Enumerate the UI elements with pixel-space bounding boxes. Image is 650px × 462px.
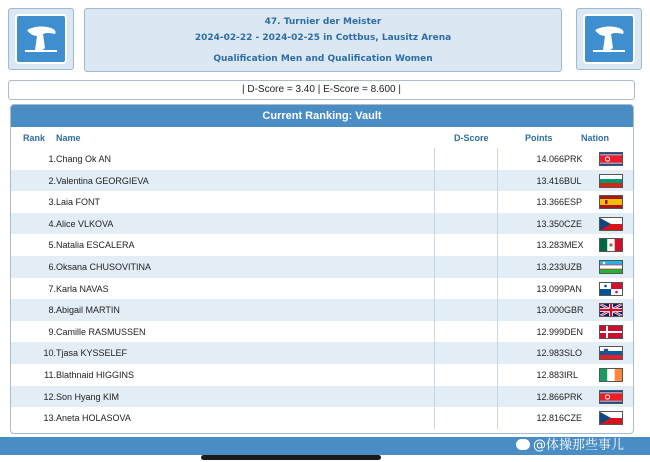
table-row xyxy=(11,148,633,170)
flag-gbr-icon xyxy=(599,303,623,317)
flag-den-icon xyxy=(599,325,623,339)
nation-cell: PRK xyxy=(564,154,583,164)
name-cell: Laia FONT xyxy=(56,197,101,208)
table-header xyxy=(11,127,633,148)
flag-prk-icon xyxy=(599,152,623,166)
flag-cze-icon xyxy=(599,411,623,425)
dscore-cell xyxy=(434,170,498,192)
dscore-cell xyxy=(434,213,498,235)
name-cell: Valentina GEORGIEVA xyxy=(56,175,149,186)
table-row xyxy=(11,278,633,300)
rank-cell: 5. xyxy=(48,240,56,251)
table-row xyxy=(11,191,633,213)
nation-cell: PAN xyxy=(564,283,582,294)
flag-slo-icon xyxy=(599,346,623,360)
points-cell: 13.350 xyxy=(536,218,564,229)
points-cell: 13.283 xyxy=(536,240,564,251)
flag-uzb-icon xyxy=(599,260,623,274)
flag-cze-icon xyxy=(599,217,623,231)
table-row xyxy=(11,407,633,429)
weibo-icon xyxy=(516,439,530,450)
watermark xyxy=(516,437,624,455)
rank-cell: 9. xyxy=(48,326,56,337)
dscore-cell xyxy=(434,364,498,386)
rank-cell: 7. xyxy=(48,283,56,294)
panel-title: Current Ranking: Vault xyxy=(11,105,633,127)
event-dates: 2024-02-22 - 2024-02-25 in Cottbus, Lausitz Arena xyxy=(194,33,452,43)
dscore-cell xyxy=(434,321,498,343)
points-cell: 13.099 xyxy=(536,283,564,294)
event-title: 47. Turnier der Meister xyxy=(264,17,382,27)
name-cell: Natalia ESCALERA xyxy=(56,240,135,251)
dscore-cell xyxy=(434,148,498,170)
flag-irl-icon xyxy=(599,368,623,382)
points-cell: 12.816 xyxy=(536,413,564,424)
table-row xyxy=(11,170,633,192)
flag-mex-icon xyxy=(599,238,623,252)
nation-cell: GBR xyxy=(564,305,584,316)
points-cell: 13.416 xyxy=(536,175,564,186)
nation-cell: MEX xyxy=(564,240,584,251)
flag-prk-icon xyxy=(599,390,623,404)
dscore-cell xyxy=(434,234,498,256)
col-rank: Rank xyxy=(23,133,46,143)
rank-cell: 1. xyxy=(48,154,56,164)
name-cell: Aneta HOLASOVA xyxy=(56,413,131,424)
table-row xyxy=(11,321,633,343)
name-cell: Camille RASMUSSEN xyxy=(56,326,146,337)
table-row xyxy=(11,256,633,278)
logo-right xyxy=(576,8,642,70)
nation-cell: IRL xyxy=(564,369,579,380)
rank-cell: 13. xyxy=(43,413,56,424)
col-name: Name xyxy=(56,133,81,143)
watermark-text: @体操那些事儿 xyxy=(533,438,625,453)
nation-cell: CZE xyxy=(564,413,582,424)
table-row xyxy=(11,213,633,235)
rank-cell: 12. xyxy=(43,391,56,402)
flag-bul-icon xyxy=(599,174,623,188)
points-cell: 12.883 xyxy=(536,369,564,380)
rank-cell: 10. xyxy=(43,348,56,359)
gymnast-logo-icon xyxy=(15,14,67,64)
table-row xyxy=(11,234,633,256)
col-dscore: D-Score xyxy=(454,133,489,143)
name-cell: Oksana CHUSOVITINA xyxy=(56,261,152,272)
ranking-rows xyxy=(11,148,633,429)
points-cell: 12.983 xyxy=(536,348,564,359)
dscore-cell xyxy=(434,256,498,278)
flag-pan-icon xyxy=(599,282,623,296)
rank-cell: 6. xyxy=(48,261,56,272)
dscore-cell xyxy=(434,386,498,408)
flag-esp-icon xyxy=(599,195,623,209)
rank-cell: 2. xyxy=(48,175,56,186)
event-header xyxy=(84,8,562,72)
rank-cell: 4. xyxy=(48,218,56,229)
points-cell: 13.366 xyxy=(536,197,564,208)
table-row xyxy=(11,299,633,321)
dscore-cell xyxy=(434,342,498,364)
rank-cell: 3. xyxy=(48,197,56,208)
ranking-panel xyxy=(10,104,634,434)
points-cell: 14.066 xyxy=(536,154,564,164)
table-row xyxy=(11,342,633,364)
points-cell: 12.999 xyxy=(536,326,564,337)
score-info: | D-Score = 3.40 | E-Score = 8.600 | xyxy=(8,80,635,100)
points-cell: 12.866 xyxy=(536,391,564,402)
home-indicator[interactable] xyxy=(201,455,381,460)
name-cell: Son Hyang KIM xyxy=(56,391,120,402)
name-cell: Alice VLKOVA xyxy=(56,218,114,229)
nation-cell: ESP xyxy=(564,197,583,208)
nation-cell: UZB xyxy=(564,261,582,272)
table-row xyxy=(11,364,633,386)
nation-cell: DEN xyxy=(564,326,584,337)
dscore-cell xyxy=(434,407,498,429)
name-cell: Tjasa KYSSELEF xyxy=(56,348,128,359)
dscore-cell xyxy=(434,191,498,213)
name-cell: Chang Ok AN xyxy=(56,154,112,164)
rank-cell: 11. xyxy=(44,369,56,380)
event-subtitle: Qualification Men and Qualification Women xyxy=(213,54,433,64)
name-cell: Karla NAVAS xyxy=(56,283,109,294)
dscore-cell xyxy=(434,278,498,300)
logo-left xyxy=(8,8,74,70)
points-cell: 13.233 xyxy=(536,261,564,272)
points-cell: 13.000 xyxy=(536,305,564,316)
dscore-cell xyxy=(434,299,498,321)
col-points: Points xyxy=(525,133,553,143)
nation-cell: PRK xyxy=(564,391,583,402)
rank-cell: 8. xyxy=(48,305,56,316)
name-cell: Blathnaid HIGGINS xyxy=(56,369,135,380)
nation-cell: BUL xyxy=(564,175,582,186)
gymnast-logo-icon xyxy=(583,14,635,64)
name-cell: Abigail MARTIN xyxy=(56,305,120,316)
table-row xyxy=(11,386,633,408)
nation-cell: CZE xyxy=(564,218,582,229)
nation-cell: SLO xyxy=(564,348,583,359)
col-nation: Nation xyxy=(581,133,609,143)
